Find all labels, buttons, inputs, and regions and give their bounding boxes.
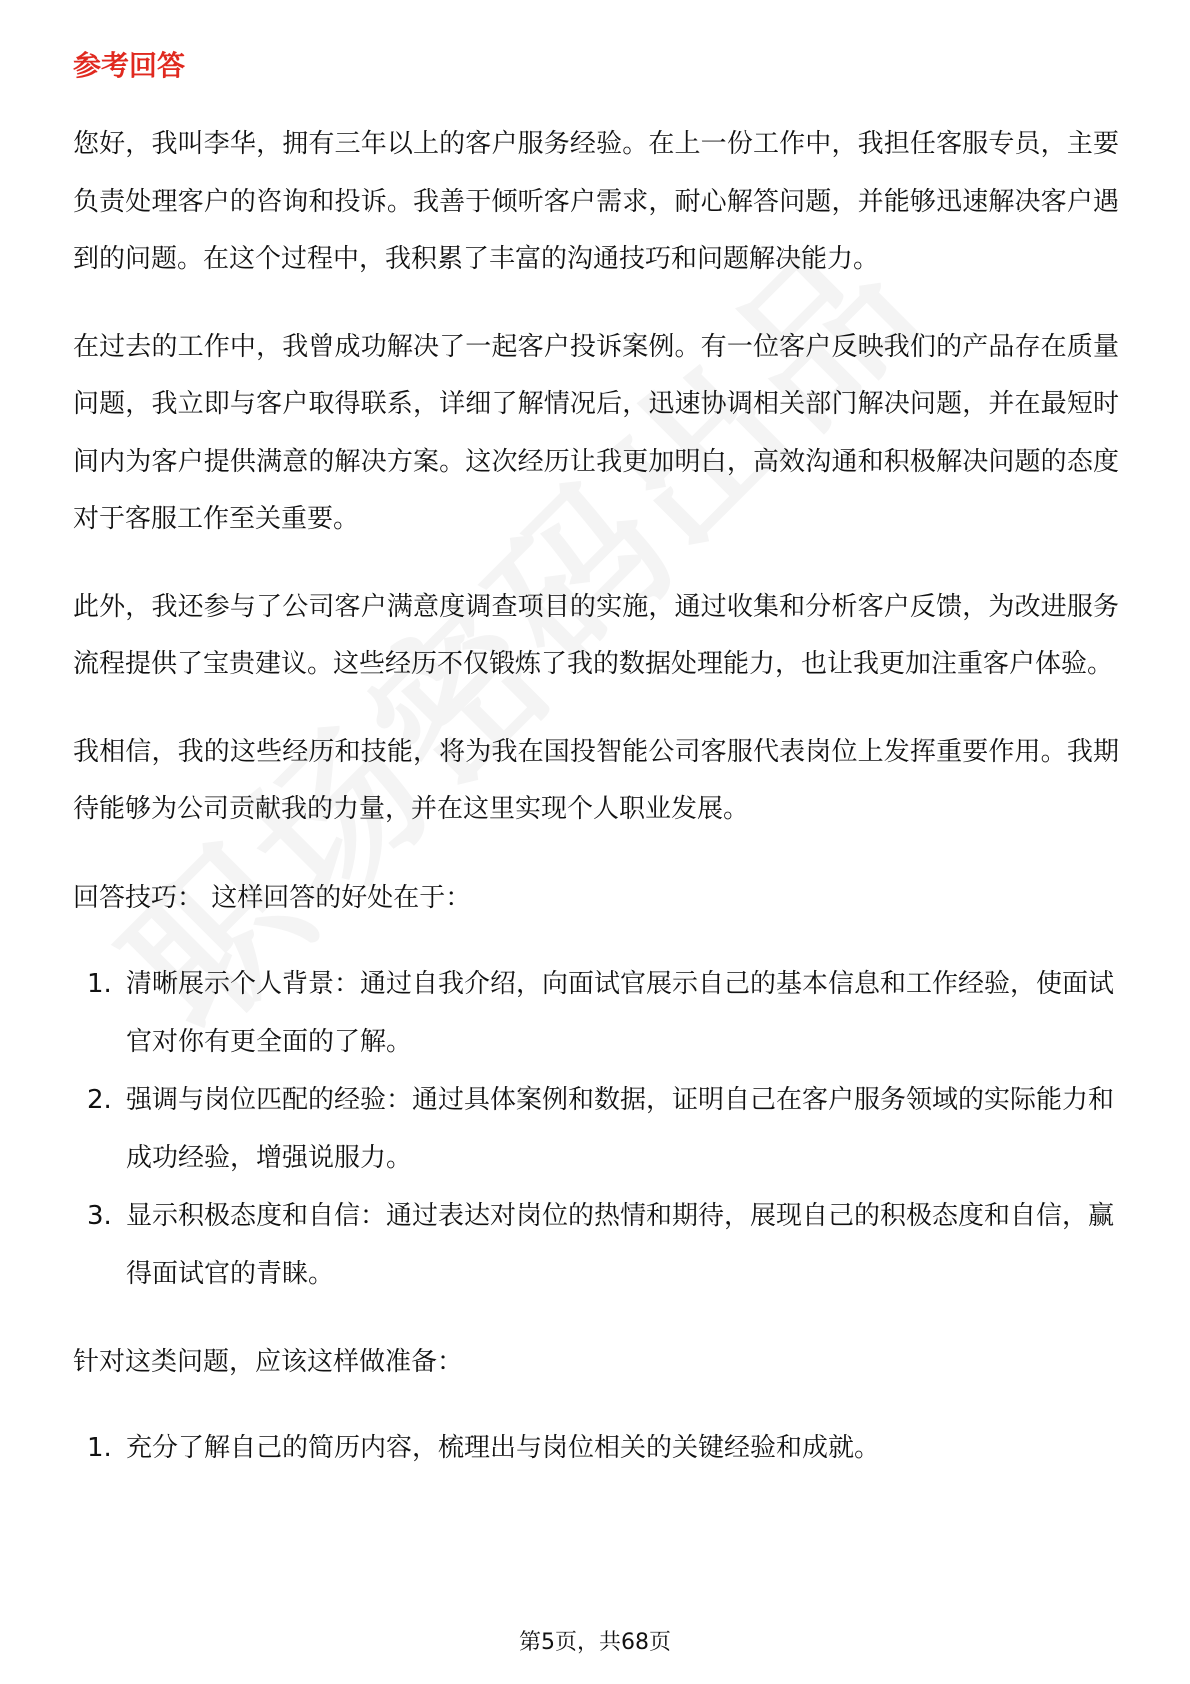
section-heading: 参考回答	[73, 49, 186, 82]
list-item-text: 清晰展示个人背景：通过自我介绍，向面试官展示自己的基本信息和工作经验，使面试官对你有更全面的了解。	[126, 968, 1115, 1057]
list-number: 2.	[87, 1084, 112, 1115]
paragraph-survey: 此外，我还参与了公司客户满意度调查项目的实施，通过收集和分析客户反馈，为改进服务流程提供了宝贵建议。这些经历不仅锻炼了我的数据处理能力，也让我更加注重客户体验。	[73, 591, 1119, 679]
page-footer: 第5页，共68页	[519, 1630, 671, 1655]
document-body	[73, 46, 1119, 1507]
paragraph-closing: 我相信，我的这些经历和技能，将为我在国投智能公司客服代表岗位上发挥重要作用。我期待能够为公司贡献我的力量，并在这里实现个人职业发展。	[73, 736, 1119, 824]
list-item	[73, 1187, 1119, 1303]
paragraph-case: 在过去的工作中，我曾成功解决了一起客户投诉案例。有一位客户反映我们的产品存在质量问题，我立即与客户取得联系，详细了解情况后，迅速协调相关部门解决问题，并在最短时间内为客户提供满意的解决方案。这次经历让我更加明白，高效沟通和积极解决问题的态度对于客服工作至关重要。	[73, 331, 1119, 534]
prep-title: 针对这类问题，应该这样做准备：	[73, 1346, 464, 1377]
list-item-text: 充分了解自己的简历内容，梳理出与岗位相关的关键经验和成就。	[126, 1432, 881, 1463]
tips-list	[73, 955, 1119, 1303]
list-number: 1.	[87, 968, 112, 999]
list-item-text: 显示积极态度和自信：通过表达对岗位的热情和期待，展现自己的积极态度和自信，赢得面试官的青睐。	[126, 1200, 1115, 1289]
list-item	[73, 1071, 1119, 1187]
list-number: 1.	[87, 1432, 112, 1463]
prep-list	[73, 1419, 1119, 1477]
list-number: 3.	[87, 1200, 112, 1231]
list-item	[73, 955, 1119, 1071]
list-item	[73, 1419, 1119, 1477]
paragraph-intro: 您好，我叫李华，拥有三年以上的客户服务经验。在上一份工作中，我担任客服专员，主要负责处理客户的咨询和投诉。我善于倾听客户需求，耐心解答问题，并能够迅速解决客户遇到的问题。在这个过程中，我积累了丰富的沟通技巧和问题解决能力。	[73, 129, 1119, 274]
tips-title: 回答技巧： 这样回答的好处在于：	[73, 882, 472, 913]
list-item-text: 强调与岗位匹配的经验：通过具体案例和数据，证明自己在客户服务领域的实际能力和成功经验，增强说服力。	[126, 1084, 1115, 1173]
